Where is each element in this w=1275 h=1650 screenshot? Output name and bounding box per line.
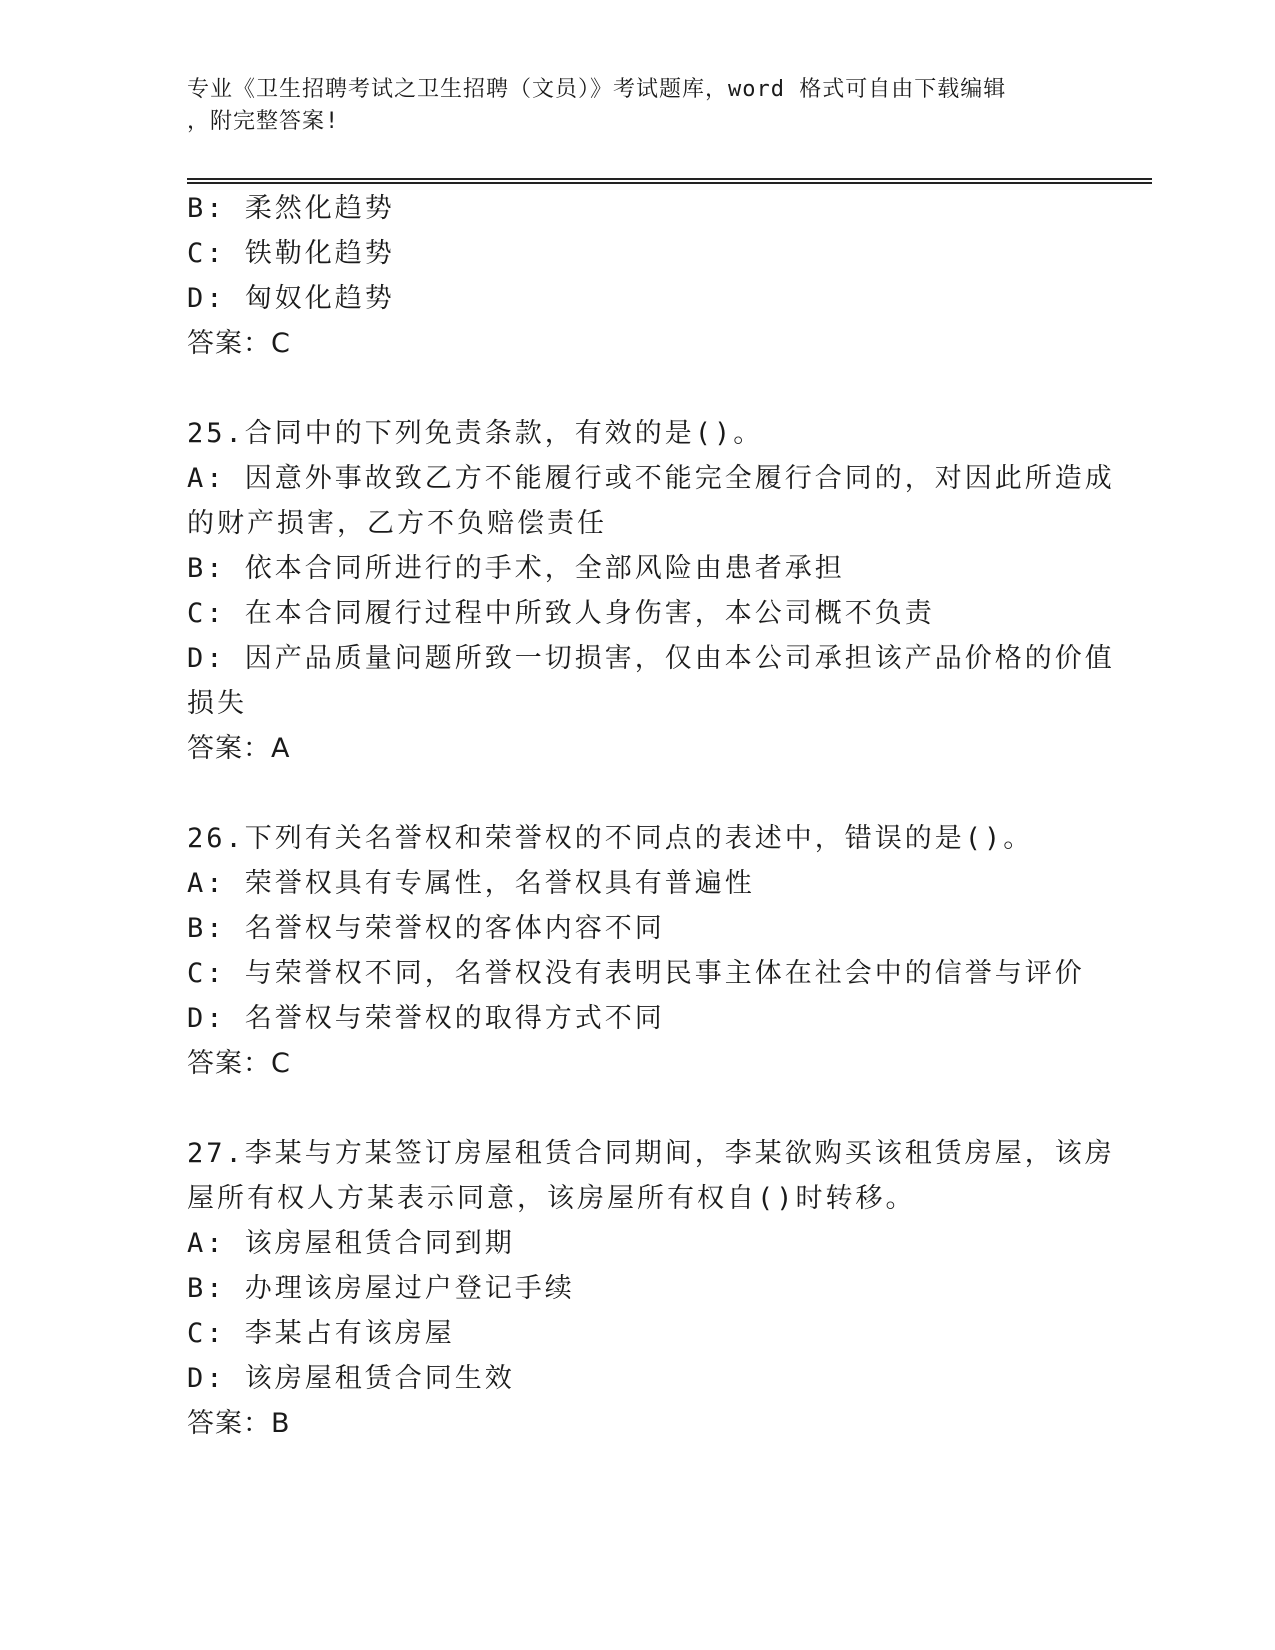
q25-option-a-line1: A: 因意外事故致乙方不能履行或不能完全履行合同的，对因此所造成	[187, 463, 1115, 494]
q27-option-a: A: 该房屋租赁合同到期	[187, 1228, 515, 1259]
q27-question-line1: 27.李某与方某签订房屋租赁合同期间，李某欲购买该租赁房屋，该房	[187, 1138, 1115, 1169]
q26-option-d: D: 名誉权与荣誉权的取得方式不同	[187, 1003, 665, 1034]
q26-option-b: B: 名誉权与荣誉权的客体内容不同	[187, 913, 665, 944]
header-divider-top	[187, 178, 1152, 180]
header-line-1: 专业《卫生招聘考试之卫生招聘（文员）》考试题库，word 格式可自由下载编辑	[187, 77, 1007, 102]
document-header	[187, 74, 1067, 138]
q27-option-d: D: 该房屋租赁合同生效	[187, 1363, 515, 1394]
q25-question: 25.合同中的下列免责条款，有效的是()。	[187, 418, 764, 449]
q26-answer: 答案：C	[187, 1048, 291, 1079]
q25-option-d-line1: D: 因产品质量问题所致一切损害，仅由本公司承担该产品价格的价值	[187, 643, 1115, 674]
q25-option-c: C: 在本合同履行过程中所致人身伤害，本公司概不负责	[187, 598, 935, 629]
q25-option-d-line2: 损失	[187, 688, 247, 719]
header-line-2: ，附完整答案!	[187, 109, 340, 134]
q24-option-b: B: 柔然化趋势	[187, 193, 395, 224]
q25-option-a-line2: 的财产损害，乙方不负赔偿责任	[187, 508, 607, 539]
q26-option-a: A: 荣誉权具有专属性，名誉权具有普遍性	[187, 868, 755, 899]
q24-option-c: C: 铁勒化趋势	[187, 238, 395, 269]
header-divider-bottom	[187, 182, 1152, 184]
q26-question: 26.下列有关名誉权和荣誉权的不同点的表述中，错误的是()。	[187, 823, 1034, 854]
q25-answer: 答案：A	[187, 733, 291, 764]
q27-option-c: C: 李某占有该房屋	[187, 1318, 455, 1349]
q25-option-b: B: 依本合同所进行的手术，全部风险由患者承担	[187, 553, 845, 584]
q27-question-line2: 屋所有权人方某表示同意，该房屋所有权自()时转移。	[187, 1183, 916, 1214]
q24-option-d: D: 匈奴化趋势	[187, 283, 395, 314]
q24-answer: 答案：C	[187, 328, 291, 359]
q26-option-c: C: 与荣誉权不同，名誉权没有表明民事主体在社会中的信誉与评价	[187, 958, 1085, 989]
q27-option-b: B: 办理该房屋过户登记手续	[187, 1273, 575, 1304]
q27-answer: 答案：B	[187, 1408, 291, 1439]
